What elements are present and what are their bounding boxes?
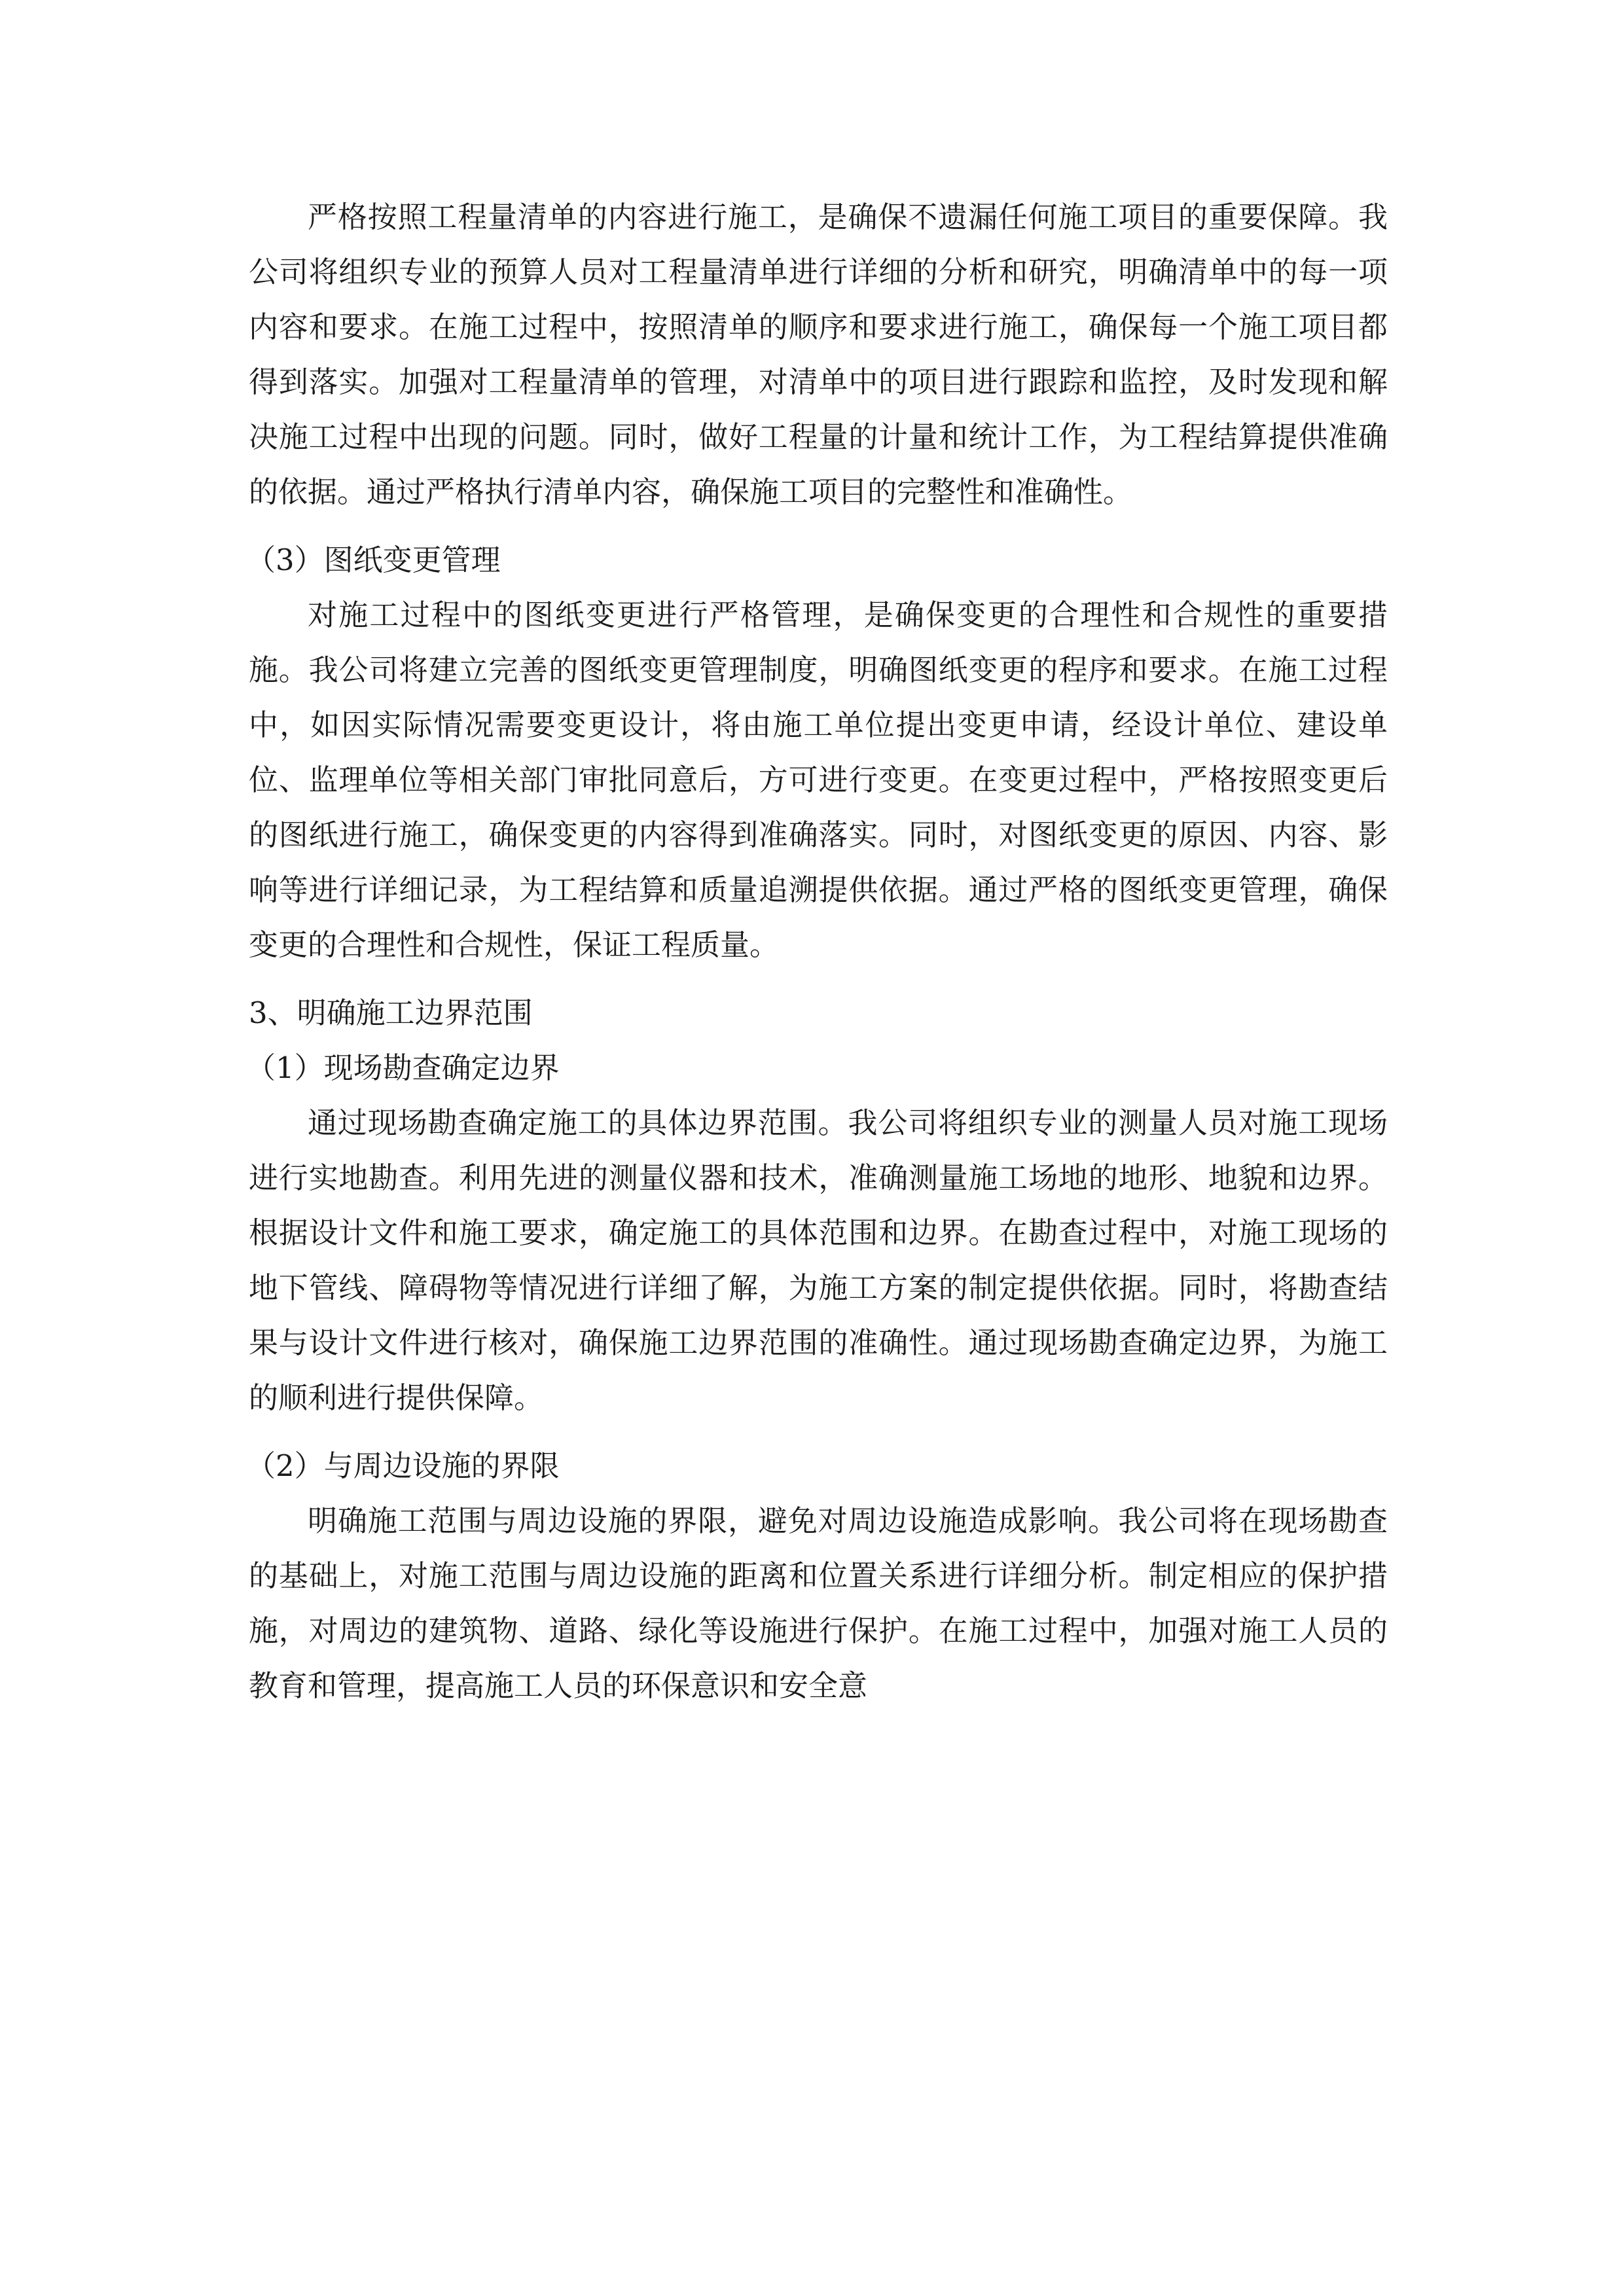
subheading-surrounding-facilities: （2）与周边设施的界限 xyxy=(246,1448,560,1483)
subheading-drawing-change: （3）图纸变更管理 xyxy=(246,543,501,577)
paragraph-drawing-change: 对施工过程中的图纸变更进行严格管理，是确保变更的合理性和合规性的重要措施。我公司将建立完善的图纸变更管理制度，明确图纸变更的程序和要求。在施工过程中，如因实际情况需要变更设计，将由施工单位提出变更申请，经设计单位、建设单位、监理单位等相关部门审批同意后，方可进行变更。在变更过程中，严格按照变更后的图纸进行施工，确保变更的内容得到准确落实。同时，对图纸变更的原因、内容、影响等进行详细记录，为工程结算和质量追溯提供依据。通过严格的图纸变更管理，确保变更的合理性和合规性，保证工程质量。 xyxy=(249,598,1388,962)
paragraph-surrounding-facilities: 明确施工范围与周边设施的界限，避免对周边设施造成影响。我公司将在现场勘查的基础上，对施工范围与周边设施的距离和位置关系进行详细分析。制定相应的保护措施，对周边的建筑物、道路、绿化等设施进行保护。在施工过程中，加强对施工人员的教育和管理，提高施工人员的环保意识和安全意 xyxy=(249,1503,1388,1703)
section-heading-boundary: 3、明确施工边界范围 xyxy=(249,996,533,1030)
subheading-site-survey: （1）现场勘查确定边界 xyxy=(246,1050,560,1085)
paragraph-site-survey: 通过现场勘查确定施工的具体边界范围。我公司将组织专业的测量人员对施工现场进行实地勘查。利用先进的测量仪器和技术，准确测量施工场地的地形、地貌和边界。根据设计文件和施工要求，确定施工的具体范围和边界。在勘查过程中，对施工现场的地下管线、障碍物等情况进行详细了解，为施工方案的制定提供依据。同时，将勘查结果与设计文件进行核对，确保施工边界范围的准确性。通过现场勘查确定边界，为施工的顺利进行提供保障。 xyxy=(249,1105,1388,1415)
document-body xyxy=(246,190,1388,1727)
paragraph-bill-of-quantities: 严格按照工程量清单的内容进行施工，是确保不遗漏任何施工项目的重要保障。我公司将组织专业的预算人员对工程量清单进行详细的分析和研究，明确清单中的每一项内容和要求。在施工过程中，按照清单的顺序和要求进行施工，确保每一个施工项目都得到落实。加强对工程量清单的管理，对清单中的项目进行跟踪和监控，及时发现和解决施工过程中出现的问题。同时，做好工程量的计量和统计工作，为工程结算提供准确的依据。通过严格执行清单内容，确保施工项目的完整性和准确性。 xyxy=(249,200,1388,509)
